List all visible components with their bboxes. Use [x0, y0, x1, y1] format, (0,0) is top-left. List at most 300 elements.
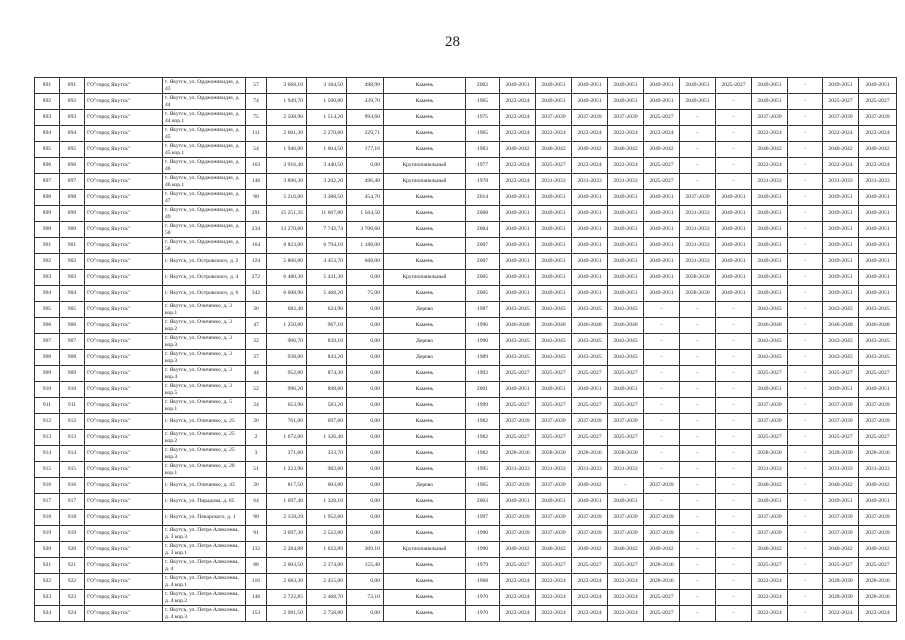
work-period-cell: 2049-2051	[823, 78, 859, 94]
table-row	[35, 110, 897, 126]
work-period-cell: -	[788, 142, 823, 158]
work-period-cell: 2043-2045	[536, 302, 572, 318]
wall-material-cell: Камень	[384, 190, 466, 206]
table-row	[35, 238, 897, 254]
work-period-cell: 2049-2051	[644, 286, 680, 302]
year-built-cell: 2003	[466, 494, 500, 510]
work-period-cell: -	[788, 174, 823, 190]
work-period-cell: 2049-2051	[572, 94, 608, 110]
wall-material-cell: Камень	[384, 590, 466, 606]
year-built-cell: 1968	[466, 574, 500, 590]
work-period-cell: 2049-2051	[644, 206, 680, 222]
address-cell: г. Якутск, ул. Очиченко, д. 3 кор.4	[163, 366, 246, 382]
owner-cell: ГО"город Якутск"	[85, 606, 163, 622]
work-period-cell: 2043-2045	[500, 350, 536, 366]
work-period-cell: 2049-2051	[644, 238, 680, 254]
row-number-cell: 894	[35, 126, 60, 142]
owner-cell: ГО"город Якутск"	[85, 190, 163, 206]
row-number-cell: 924	[35, 606, 60, 622]
work-period-cell: 2043-2045	[572, 334, 608, 350]
house-id-cell: 916	[60, 478, 85, 494]
work-period-cell: 2031-2033	[500, 462, 536, 478]
total-area-cell: 2 683,30	[267, 574, 307, 590]
table-row	[35, 126, 897, 142]
address-cell: г. Якутск, ул. Петра Алексеева, д. 4 кор.3	[163, 606, 246, 622]
work-period-cell: 2022-2024	[572, 158, 608, 174]
year-built-cell: 1978	[466, 174, 500, 190]
work-period-cell: 2022-2024	[823, 126, 859, 142]
work-period-cell: 2025-2027	[536, 158, 572, 174]
work-period-cell: 2043-2045	[536, 350, 572, 366]
row-number-cell: 914	[35, 446, 60, 462]
address-cell: г. Якутск, ул. Орджоникидзе, д. 49	[163, 206, 246, 222]
apartments-cell: 164	[246, 238, 267, 254]
address-cell: г. Якутск, ул. Очиченко, д. 5 кор.1	[163, 398, 246, 414]
work-period-cell: 2025-2027	[536, 430, 572, 446]
apartments-cell: 124	[246, 254, 267, 270]
work-period-cell: 2049-2051	[572, 190, 608, 206]
address-cell: г. Якутск, ул. Пирадова, д. 65	[163, 494, 246, 510]
work-period-cell: 2031-2033	[680, 254, 716, 270]
work-period-cell: 2049-2051	[500, 286, 536, 302]
year-built-cell: 2014	[466, 190, 500, 206]
work-period-cell: -	[716, 126, 752, 142]
work-period-cell: 2022-2024	[752, 158, 788, 174]
work-period-cell: 2022-2024	[500, 126, 536, 142]
row-number-cell: 916	[35, 478, 60, 494]
apartments-cell: 90	[246, 510, 267, 526]
living-area-cell: 603,80	[307, 478, 347, 494]
living-area-cell: 1 326,40	[307, 430, 347, 446]
work-period-cell: 2031-2033	[572, 462, 608, 478]
year-built-cell: 1975	[466, 110, 500, 126]
work-period-cell: 2031-2033	[680, 222, 716, 238]
work-period-cell: 2022-2024	[500, 110, 536, 126]
nonresidential-area-cell: 1 564,50	[347, 206, 384, 222]
owner-cell: ГО"город Якутск"	[85, 478, 163, 494]
work-period-cell: 2022-2024	[823, 158, 859, 174]
apartments-cell: 234	[246, 222, 267, 238]
work-period-cell: 2025-2027	[644, 606, 680, 622]
work-period-cell: 2037-2039	[752, 414, 788, 430]
work-period-cell: -	[644, 318, 680, 334]
work-period-cell: -	[788, 574, 823, 590]
work-period-cell: -	[608, 478, 644, 494]
work-period-cell: 2037-2039	[500, 526, 536, 542]
work-period-cell: -	[680, 542, 716, 558]
work-period-cell: 2049-2051	[716, 222, 752, 238]
work-period-cell: 2049-2051	[536, 254, 572, 270]
work-period-cell: -	[788, 190, 823, 206]
living-area-cell: 3 388,50	[307, 190, 347, 206]
work-period-cell: 2049-2051	[752, 190, 788, 206]
address-cell: г. Якутск, ул. Очиченко, д. 25 кор.3	[163, 446, 246, 462]
work-period-cell: 2049-2051	[608, 270, 644, 286]
year-built-cell: 2008	[466, 206, 500, 222]
work-period-cell: 2022-2024	[536, 606, 572, 622]
work-period-cell: 2028-2030	[859, 574, 897, 590]
work-period-cell: -	[788, 302, 823, 318]
owner-cell: ГО"город Якутск"	[85, 270, 163, 286]
row-number-cell: 908	[35, 350, 60, 366]
house-id-cell: 918	[60, 510, 85, 526]
apartments-cell: 132	[246, 542, 267, 558]
work-period-cell: 2028-2030	[644, 558, 680, 574]
owner-cell: ГО"город Якутск"	[85, 334, 163, 350]
nonresidential-area-cell: 0,00	[347, 462, 384, 478]
work-period-cell: 2028-2030	[823, 590, 859, 606]
table-row	[35, 494, 897, 510]
year-built-cell: 1996	[466, 318, 500, 334]
living-area-cell: 1 500,80	[307, 94, 347, 110]
work-period-cell: 2043-2045	[500, 302, 536, 318]
work-period-cell: 2040-2042	[752, 542, 788, 558]
work-period-cell: 2025-2027	[572, 366, 608, 382]
work-period-cell: 2043-2045	[823, 334, 859, 350]
house-id-cell: 922	[60, 574, 85, 590]
work-period-cell: 2049-2051	[536, 190, 572, 206]
total-area-cell: 3 916,40	[267, 158, 307, 174]
work-period-cell: 2049-2051	[752, 286, 788, 302]
work-period-cell: 2037-2039	[823, 414, 859, 430]
total-area-cell: 1 250,80	[267, 318, 307, 334]
apartments-cell: 111	[246, 126, 267, 142]
work-period-cell: 2028-2030	[572, 446, 608, 462]
table-row	[35, 366, 897, 382]
work-period-cell: 2025-2027	[500, 430, 536, 446]
table-row	[35, 318, 897, 334]
house-id-cell: 910	[60, 382, 85, 398]
work-period-cell: 2049-2051	[536, 382, 572, 398]
work-period-cell: 2037-2039	[608, 110, 644, 126]
living-area-cell: 3 202,20	[307, 174, 347, 190]
work-period-cell: 2049-2051	[644, 94, 680, 110]
wall-material-cell: Камень	[384, 558, 466, 574]
work-period-cell: -	[716, 366, 752, 382]
apartments-cell: 146	[246, 590, 267, 606]
work-period-cell: -	[644, 462, 680, 478]
apartments-cell: 52	[246, 382, 267, 398]
apartments-cell: 26	[246, 478, 267, 494]
table-row	[35, 430, 897, 446]
work-period-cell: 2049-2051	[859, 190, 897, 206]
apartments-cell: 2	[246, 430, 267, 446]
nonresidential-area-cell: 1 188,00	[347, 238, 384, 254]
work-period-cell: -	[680, 350, 716, 366]
house-id-cell: 892	[60, 94, 85, 110]
work-period-cell: -	[680, 478, 716, 494]
total-area-cell: 2 722,85	[267, 590, 307, 606]
table-row	[35, 510, 897, 526]
work-period-cell: 2049-2051	[752, 222, 788, 238]
work-period-cell: -	[716, 318, 752, 334]
work-period-cell: 2037-2039	[572, 510, 608, 526]
address-cell: г. Якутск, ул. Петра Алексеева, д. 3 кор.3	[163, 526, 246, 542]
work-period-cell: 2049-2051	[500, 190, 536, 206]
page-number: 28	[445, 34, 460, 50]
owner-cell: ГО"город Якутск"	[85, 462, 163, 478]
work-period-cell: -	[788, 382, 823, 398]
work-period-cell: 2037-2039	[536, 478, 572, 494]
nonresidential-area-cell: 0,00	[347, 574, 384, 590]
work-period-cell: 2049-2051	[500, 238, 536, 254]
work-period-cell: 2025-2027	[752, 558, 788, 574]
work-period-cell: 2049-2051	[500, 222, 536, 238]
work-period-cell: 2049-2051	[859, 270, 897, 286]
work-period-cell: 2025-2027	[752, 366, 788, 382]
work-period-cell: 2049-2051	[823, 190, 859, 206]
living-area-cell: 583,20	[307, 398, 347, 414]
work-period-cell: 2028-2030	[536, 446, 572, 462]
wall-material-cell: Камень	[384, 142, 466, 158]
work-period-cell: 2037-2039	[823, 526, 859, 542]
work-period-cell: 2025-2027	[823, 430, 859, 446]
row-number-cell: 917	[35, 494, 60, 510]
living-area-cell: 839,10	[307, 334, 347, 350]
work-period-cell: -	[680, 510, 716, 526]
row-number-cell: 912	[35, 414, 60, 430]
work-period-cell: 2049-2051	[572, 222, 608, 238]
work-period-cell: -	[788, 494, 823, 510]
work-period-cell: 2049-2051	[823, 222, 859, 238]
house-id-cell: 909	[60, 366, 85, 382]
address-cell: г. Якутск, ул. Очиченко, д. 3 кор.1	[163, 302, 246, 318]
nonresidential-area-cell: 0,00	[347, 270, 384, 286]
work-period-cell: 2049-2051	[500, 382, 536, 398]
work-period-cell: 2025-2027	[500, 398, 536, 414]
house-id-cell: 917	[60, 494, 85, 510]
work-period-cell: -	[788, 430, 823, 446]
wall-material-cell: Крупнопанельный	[384, 270, 466, 286]
wall-material-cell: Камень	[384, 398, 466, 414]
total-area-cell: 906,70	[267, 334, 307, 350]
nonresidential-area-cell: 498,90	[347, 78, 384, 94]
apartments-cell: 57	[246, 78, 267, 94]
table-row	[35, 462, 897, 478]
year-built-cell: 1983	[466, 142, 500, 158]
work-period-cell: -	[644, 302, 680, 318]
nonresidential-area-cell: 0,00	[347, 398, 384, 414]
house-id-cell: 913	[60, 430, 85, 446]
row-number-cell: 903	[35, 270, 60, 286]
year-built-cell: 1990	[466, 334, 500, 350]
work-period-cell: -	[680, 590, 716, 606]
work-period-cell: 2037-2039	[536, 110, 572, 126]
table-row	[35, 382, 897, 398]
work-period-cell: -	[680, 414, 716, 430]
owner-cell: ГО"город Якутск"	[85, 126, 163, 142]
work-period-cell: 2043-2045	[823, 350, 859, 366]
work-period-cell: -	[788, 110, 823, 126]
work-period-cell: 2031-2033	[608, 462, 644, 478]
house-id-cell: 905	[60, 302, 85, 318]
row-number-cell: 897	[35, 174, 60, 190]
wall-material-cell: Камень	[384, 110, 466, 126]
work-period-cell: -	[788, 462, 823, 478]
work-period-cell: 2028-2030	[752, 446, 788, 462]
living-area-cell: 843,20	[307, 350, 347, 366]
address-cell: г. Якутск, ул. Орджоникидзе, д. 45 кор.1	[163, 142, 246, 158]
work-period-cell: -	[788, 590, 823, 606]
year-built-cell: 1965	[466, 94, 500, 110]
work-period-cell: 2049-2051	[500, 78, 536, 94]
apartments-cell: 75	[246, 110, 267, 126]
work-period-cell: 2028-2030	[859, 446, 897, 462]
row-number-cell: 892	[35, 94, 60, 110]
work-period-cell: 2040-2042	[823, 142, 859, 158]
work-period-cell: 2040-2042	[752, 478, 788, 494]
owner-cell: ГО"город Якутск"	[85, 222, 163, 238]
total-area-cell: 2 601,30	[267, 126, 307, 142]
work-period-cell: 2040-2042	[572, 542, 608, 558]
wall-material-cell: Камень	[384, 430, 466, 446]
nonresidential-area-cell: 0,00	[347, 302, 384, 318]
living-area-cell: 697,60	[307, 414, 347, 430]
year-built-cell: 2005	[466, 270, 500, 286]
owner-cell: ГО"город Якутск"	[85, 446, 163, 462]
address-cell: г. Якутск, ул. Очиченко, д. 25	[163, 414, 246, 430]
house-id-cell: 901	[60, 238, 85, 254]
year-built-cell: 1997	[466, 510, 500, 526]
living-area-cell: 3 440,50	[307, 158, 347, 174]
nonresidential-area-cell: 177,16	[347, 142, 384, 158]
apartments-cell: 291	[246, 206, 267, 222]
nonresidential-area-cell: 0,00	[347, 334, 384, 350]
living-area-cell: 624,90	[307, 302, 347, 318]
work-period-cell: 2049-2051	[752, 238, 788, 254]
table-row	[35, 446, 897, 462]
living-area-cell: 3 184,50	[307, 78, 347, 94]
work-period-cell: 2040-2042	[644, 542, 680, 558]
owner-cell: ГО"город Якутск"	[85, 558, 163, 574]
row-number-cell: 895	[35, 142, 60, 158]
owner-cell: ГО"город Якутск"	[85, 366, 163, 382]
owner-cell: ГО"город Якутск"	[85, 302, 163, 318]
wall-material-cell: Камень	[384, 574, 466, 590]
row-number-cell: 923	[35, 590, 60, 606]
owner-cell: ГО"город Якутск"	[85, 510, 163, 526]
work-period-cell: 2022-2024	[859, 606, 897, 622]
nonresidential-area-cell: 994,60	[347, 110, 384, 126]
apartments-cell: 51	[246, 462, 267, 478]
address-cell: г. Якутск, ул. Петра Алексеева, д. 4 кор.2	[163, 590, 246, 606]
wall-material-cell: Камень	[384, 126, 466, 142]
row-number-cell: 913	[35, 430, 60, 446]
total-area-cell: 2 284,88	[267, 542, 307, 558]
work-period-cell: 2025-2027	[536, 558, 572, 574]
table-body	[35, 78, 897, 622]
work-period-cell: 2043-2045	[572, 350, 608, 366]
year-built-cell: 1982	[466, 446, 500, 462]
work-period-cell: 2028-2030	[823, 574, 859, 590]
year-built-cell: 2002	[466, 78, 500, 94]
work-period-cell: 2043-2045	[500, 334, 536, 350]
work-period-cell: -	[644, 430, 680, 446]
living-area-cell: 1 622,89	[307, 542, 347, 558]
work-period-cell: 2043-2045	[859, 302, 897, 318]
total-area-cell: 8 823,00	[267, 238, 307, 254]
work-period-cell: -	[644, 398, 680, 414]
nonresidential-area-cell: 0,00	[347, 382, 384, 398]
living-area-cell: 1 514,20	[307, 110, 347, 126]
work-period-cell: 2022-2024	[572, 574, 608, 590]
work-period-cell: -	[716, 558, 752, 574]
year-built-cell: 1995	[466, 462, 500, 478]
work-period-cell: 2028-2030	[644, 574, 680, 590]
wall-material-cell: Камень	[384, 222, 466, 238]
apartments-cell: 47	[246, 318, 267, 334]
house-id-cell: 902	[60, 254, 85, 270]
work-period-cell: 2037-2039	[572, 414, 608, 430]
owner-cell: ГО"город Якутск"	[85, 286, 163, 302]
work-period-cell: 2037-2039	[500, 478, 536, 494]
work-period-cell: -	[644, 334, 680, 350]
house-id-cell: 898	[60, 190, 85, 206]
work-period-cell: 2037-2039	[823, 510, 859, 526]
house-id-cell: 897	[60, 174, 85, 190]
work-period-cell: 2028-2030	[680, 270, 716, 286]
work-period-cell: 2049-2051	[572, 270, 608, 286]
work-period-cell: 2040-2042	[859, 542, 897, 558]
work-period-cell: -	[680, 366, 716, 382]
work-period-cell: -	[788, 542, 823, 558]
total-area-cell: 761,00	[267, 414, 307, 430]
work-period-cell: 2049-2051	[859, 286, 897, 302]
work-period-cell: 2049-2051	[716, 286, 752, 302]
work-period-cell: 2022-2024	[644, 126, 680, 142]
address-cell: г. Якутск, ул. Орджоникидзе, д. 46 кор.1	[163, 174, 246, 190]
apartments-cell: 32	[246, 334, 267, 350]
work-period-cell: -	[644, 382, 680, 398]
work-period-cell: 2037-2039	[500, 414, 536, 430]
nonresidential-area-cell: 439,70	[347, 94, 384, 110]
work-period-cell: 2028-2030	[823, 446, 859, 462]
table-row	[35, 302, 897, 318]
work-period-cell: 2037-2039	[859, 414, 897, 430]
work-period-cell: 2049-2051	[500, 494, 536, 510]
work-period-cell: 2049-2051	[500, 206, 536, 222]
work-period-cell: 2049-2051	[536, 494, 572, 510]
row-number-cell: 891	[35, 78, 60, 94]
owner-cell: ГО"город Якутск"	[85, 238, 163, 254]
work-period-cell: -	[644, 350, 680, 366]
table-row	[35, 558, 897, 574]
work-period-cell: -	[788, 366, 823, 382]
address-cell: г. Якутск, ул. Островского, д. 6	[163, 286, 246, 302]
work-period-cell: -	[680, 398, 716, 414]
work-period-cell: 2049-2051	[572, 254, 608, 270]
work-period-cell: 2040-2042	[572, 478, 608, 494]
work-period-cell: 2049-2051	[716, 238, 752, 254]
nonresidential-area-cell: 0,00	[347, 350, 384, 366]
owner-cell: ГО"город Якутск"	[85, 414, 163, 430]
work-period-cell: 2049-2051	[608, 190, 644, 206]
address-cell: г. Якутск, ул. Островского, д. 4	[163, 270, 246, 286]
work-period-cell: 2049-2051	[536, 206, 572, 222]
living-area-cell: 2 522,80	[307, 526, 347, 542]
work-period-cell: -	[788, 222, 823, 238]
work-period-cell: 2028-2030	[608, 446, 644, 462]
work-period-cell: 2022-2024	[859, 158, 897, 174]
house-id-cell: 923	[60, 590, 85, 606]
work-period-cell: 2040-2042	[500, 142, 536, 158]
work-period-cell: 2049-2051	[572, 286, 608, 302]
wall-material-cell: Крупнопанельный	[384, 158, 466, 174]
work-period-cell: -	[716, 158, 752, 174]
total-area-cell: 5 216,00	[267, 190, 307, 206]
living-area-cell: 6 794,10	[307, 238, 347, 254]
house-id-cell: 908	[60, 350, 85, 366]
